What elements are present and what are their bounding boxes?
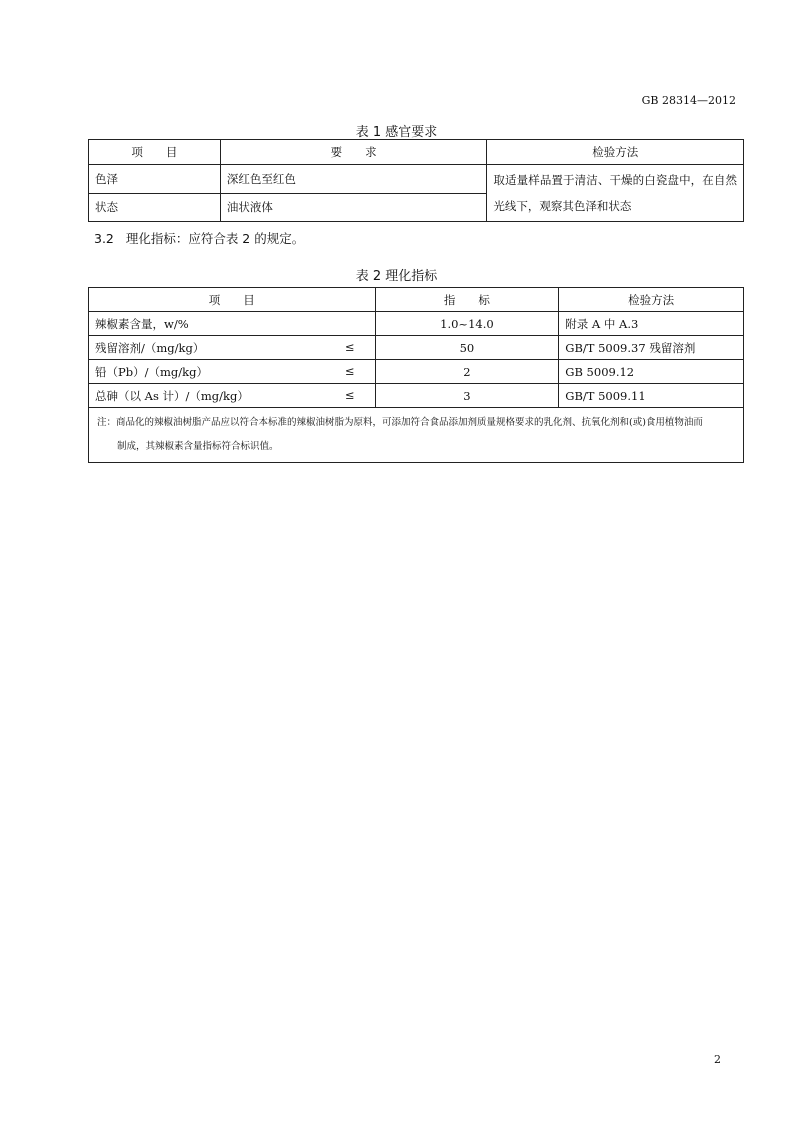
table-note — [89, 408, 744, 463]
item-label: 残留溶剂/（mg/kg） — [95, 340, 205, 355]
row-method: GB/T 5009.11 — [559, 384, 744, 408]
row-value: 2 — [375, 360, 559, 384]
table2-caption: 表 2 理化指标 — [355, 269, 438, 284]
table1-caption: 表 1 感官要求 — [355, 125, 438, 140]
row-item — [89, 336, 376, 360]
row-value: 1.0~14.0 — [375, 312, 559, 336]
table-header-row — [89, 288, 744, 312]
item-label: 辣椒素含量，w/% — [95, 316, 189, 331]
item-label: 铅（Pb）/（mg/kg） — [95, 364, 208, 379]
row-value: 3 — [375, 384, 559, 408]
row-item — [89, 312, 376, 336]
row-method: GB/T 5009.37 残留溶剂 — [559, 336, 744, 360]
row-item — [89, 360, 376, 384]
note-line-1: 注：商品化的辣椒油树脂产品应以符合本标准的辣椒油树脂为原料，可添加符合食品添加剂质量规格要求的乳化剂、抗氧化剂和(或)食用植物油而 — [97, 417, 703, 428]
column-header-requirement: 要 求 — [220, 140, 487, 165]
column-header-indicator: 指 标 — [375, 288, 559, 312]
table-row — [89, 384, 744, 408]
physicochemical-indicators-table — [88, 287, 744, 463]
table-header-row — [89, 140, 744, 165]
row-method: 附录 A 中 A.3 — [559, 312, 744, 336]
table-row — [89, 312, 744, 336]
row-requirement: 油状液体 — [220, 193, 487, 222]
inspection-method: 取适量样品置于清洁、干燥的白瓷盘中，在自然光线下，观察其色泽和状态 — [487, 165, 744, 222]
column-header-method: 检验方法 — [559, 288, 744, 312]
row-value: 50 — [375, 336, 559, 360]
row-requirement: 深红色至红色 — [220, 165, 487, 194]
section-text: 理化指标：应符合表 2 的规定。 — [125, 231, 305, 246]
table-row — [89, 336, 744, 360]
standard-code: GB 28314—2012 — [641, 94, 736, 107]
table-row — [89, 360, 744, 384]
comparison-symbol: ≤ — [344, 387, 355, 402]
section-3-2 — [94, 229, 304, 247]
item-label: 总砷（以 As 计）/（mg/kg） — [95, 388, 249, 403]
table-row — [89, 165, 744, 194]
row-item: 色泽 — [89, 165, 221, 194]
row-method: GB 5009.12 — [559, 360, 744, 384]
column-header-method: 检验方法 — [487, 140, 744, 165]
row-item — [89, 384, 376, 408]
comparison-symbol: ≤ — [344, 339, 355, 354]
column-header-item: 项 目 — [89, 140, 221, 165]
table-note-row — [89, 408, 744, 463]
comparison-symbol: ≤ — [344, 363, 355, 378]
column-header-item: 项 目 — [89, 288, 376, 312]
page-number: 2 — [714, 1053, 721, 1066]
section-number: 3.2 — [94, 231, 114, 246]
note-line-2: 制成，其辣椒素含量指标符合标识值。 — [117, 441, 279, 452]
sensory-requirements-table — [88, 139, 744, 222]
row-item: 状态 — [89, 193, 221, 222]
